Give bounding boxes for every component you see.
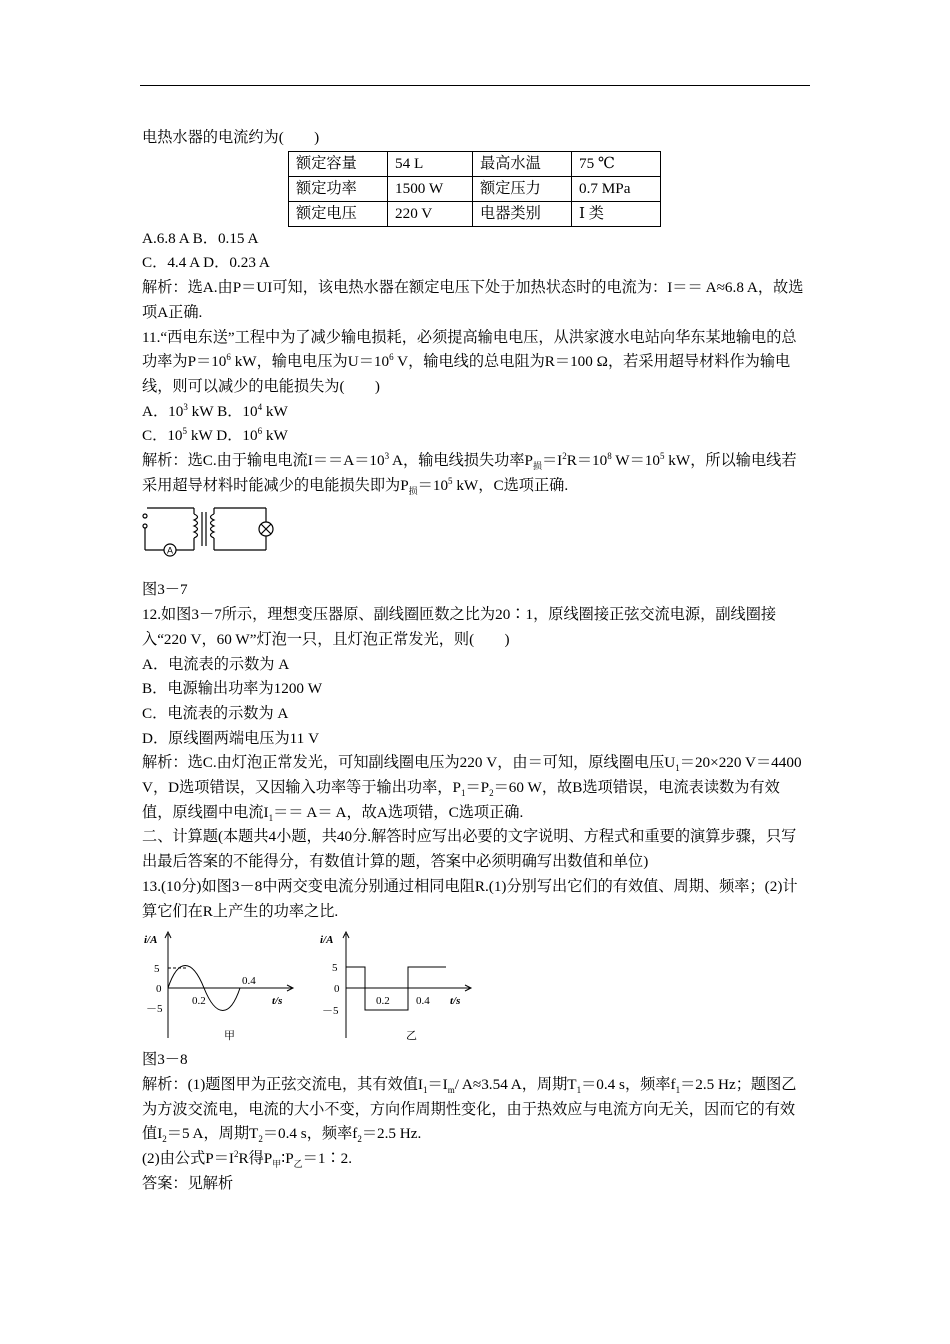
spec-table — [288, 151, 661, 227]
waveform-chart-yi — [318, 928, 478, 1044]
svg-text:A: A — [166, 545, 174, 556]
xlabel: t/s — [272, 995, 283, 1008]
q13-stem: 13.(10分)如图3－8中两交变电流分别通过相同电阻R.(1)分别写出它们的有效值、周期、频率；(2)计算它们在R上产生的功率之比. — [142, 877, 798, 920]
chart-name: 乙 — [406, 1030, 417, 1043]
figure-3-8 — [142, 928, 810, 1044]
q10-analysis: 解析：选A.由P＝UI可知，该电热水器在额定电压下处于加热状态时的电流为：I＝＝ A≈6.8 A，故选项A正确. — [142, 279, 804, 321]
q12-option-d: D．原线圈两端电压为11 V — [142, 729, 320, 747]
secondary-coil-icon — [211, 514, 215, 538]
q12-option-a: A．电流表的示数为 A — [142, 655, 290, 673]
q12-stem: 12.如图3－7所示，理想变压器原、副线圈匝数之比为20∶1，原线圈接正弦交流电源，副线圈接入“220 V，60 W”灯泡一只，且灯泡正常发光，则( ) — [142, 606, 777, 648]
tick-label: －5 — [322, 1005, 339, 1018]
q11-options-cd: C．$10^5$ kW D．$10^6$ kW — [142, 426, 288, 445]
q12-analysis: 解析：选C.由灯泡正常发光，可知副线圈电压为220 V，由＝可知，原线圈电压$U_1=20\times 220$ V＝4400 V，D选项错误，又因输入功率等于输出功率，$P_1=P_2=60$ W，故B选项错误，电流表读数为有效值，原线圈中电流$I_1== A= A$，故A选项错，C选项正确. — [142, 754, 802, 823]
tick-label: 0 — [156, 983, 162, 996]
q12-option-c: C．电流表的示数为 A — [142, 704, 289, 722]
waveform-chart-jia — [142, 928, 302, 1044]
table-cell: 额定电压 — [289, 201, 388, 226]
table-cell: 最高水温 — [473, 151, 572, 176]
section-2-heading: 二、计算题(本题共4小题，共40分.解答时应写出必要的文字说明、方程式和重要的演算步骤，只写出最后答案的不能得分，有数值计算的题，答案中必须明确写出数值和单位) — [142, 828, 797, 871]
ylabel: i/A — [320, 934, 334, 947]
q13-final-answer: 答案：见解析 — [142, 1174, 234, 1192]
q10-options-ab: A.6.8 A B．0.15 A — [142, 229, 259, 247]
table-cell: Ⅰ 类 — [572, 201, 661, 226]
q13-analysis-2: (2)由公式$P=I^2R$得$P_甲∶P_乙=1∶2$. — [142, 1149, 353, 1170]
q12-option-b: B．电源输出功率为1200 W — [142, 680, 323, 698]
table-row — [289, 176, 661, 201]
table-cell: 额定功率 — [289, 176, 388, 201]
tick-label: 0.2 — [192, 995, 206, 1008]
table-cell: 220 V — [388, 201, 473, 226]
header-rule — [140, 85, 810, 86]
q10-intro: 电热水器的电流约为( ) — [142, 129, 320, 146]
tick-label: 0.4 — [242, 975, 256, 988]
table-cell: 54 L — [388, 151, 473, 176]
table-cell: 75 ℃ — [572, 151, 661, 176]
xlabel: t/s — [450, 995, 461, 1008]
table-cell: 额定压力 — [473, 176, 572, 201]
table-row — [289, 201, 661, 226]
tick-label: 0.4 — [416, 995, 430, 1008]
terminal-icon — [143, 524, 147, 528]
q11-stem: 11.“西电东送”工程中为了减少输电损耗，必须提高输电电压，从洪家渡水电站向华东某地输电的总功率为$P=10^6$ kW，输电电压为$U=10^6$ V，输电线的总电阻为R＝100 Ω，若采用超导材料作为输电线，则可以减少的电能损失为( ) — [142, 328, 797, 395]
tick-label: 5 — [154, 963, 160, 976]
figure-3-8-caption: 图3－8 — [142, 1051, 188, 1069]
tick-label: －5 — [146, 1003, 163, 1016]
table-cell: 1500 W — [388, 176, 473, 201]
table-cell: 电器类别 — [473, 201, 572, 226]
ylabel: i/A — [144, 934, 158, 947]
tick-label: 0.2 — [376, 995, 390, 1008]
tick-label: 0 — [334, 983, 340, 996]
table-cell: 0.7 MPa — [572, 176, 661, 201]
q13-analysis-1: 解析：(1)题图甲为正弦交流电，其有效值$I_1=I_m/$ A≈3.54 A，周期$T_1=0.4$ s，频率$f_1=2.5$ Hz；题图乙为方波交流电，电流的大小不变，方向作周期性变化，由于热效应与电流方向无关，因而它的有效值$I_2=5$ A，周期$T_2=0.4$ s，频率$f_2=2.5$ Hz. — [142, 1075, 797, 1145]
primary-coil-icon — [194, 514, 198, 538]
figure-3-7-caption: 图3－7 — [142, 581, 188, 599]
table-cell: 额定容量 — [289, 151, 388, 176]
q11-analysis: 解析：选C.由于输电电流$I==A=10^3$ A，输电线损失功率$P_损=I^2R=10^8$ $W=10^5$ kW，所以输电线若采用超导材料时能减少的电能损失即为$P_损=10^5$ kW，C选项正确. — [142, 450, 797, 496]
q10-options-cd: C．4.4 A D．0.23 A — [142, 254, 270, 272]
q11-options-ab: A．$10^3$ kW B．$10^4$ kW — [142, 401, 288, 420]
table-row — [289, 151, 661, 176]
chart-name: 甲 — [224, 1030, 235, 1043]
page-content — [142, 126, 810, 1197]
transformer-circuit-figure — [142, 504, 282, 560]
tick-label: 5 — [332, 962, 338, 975]
terminal-icon — [143, 514, 147, 518]
